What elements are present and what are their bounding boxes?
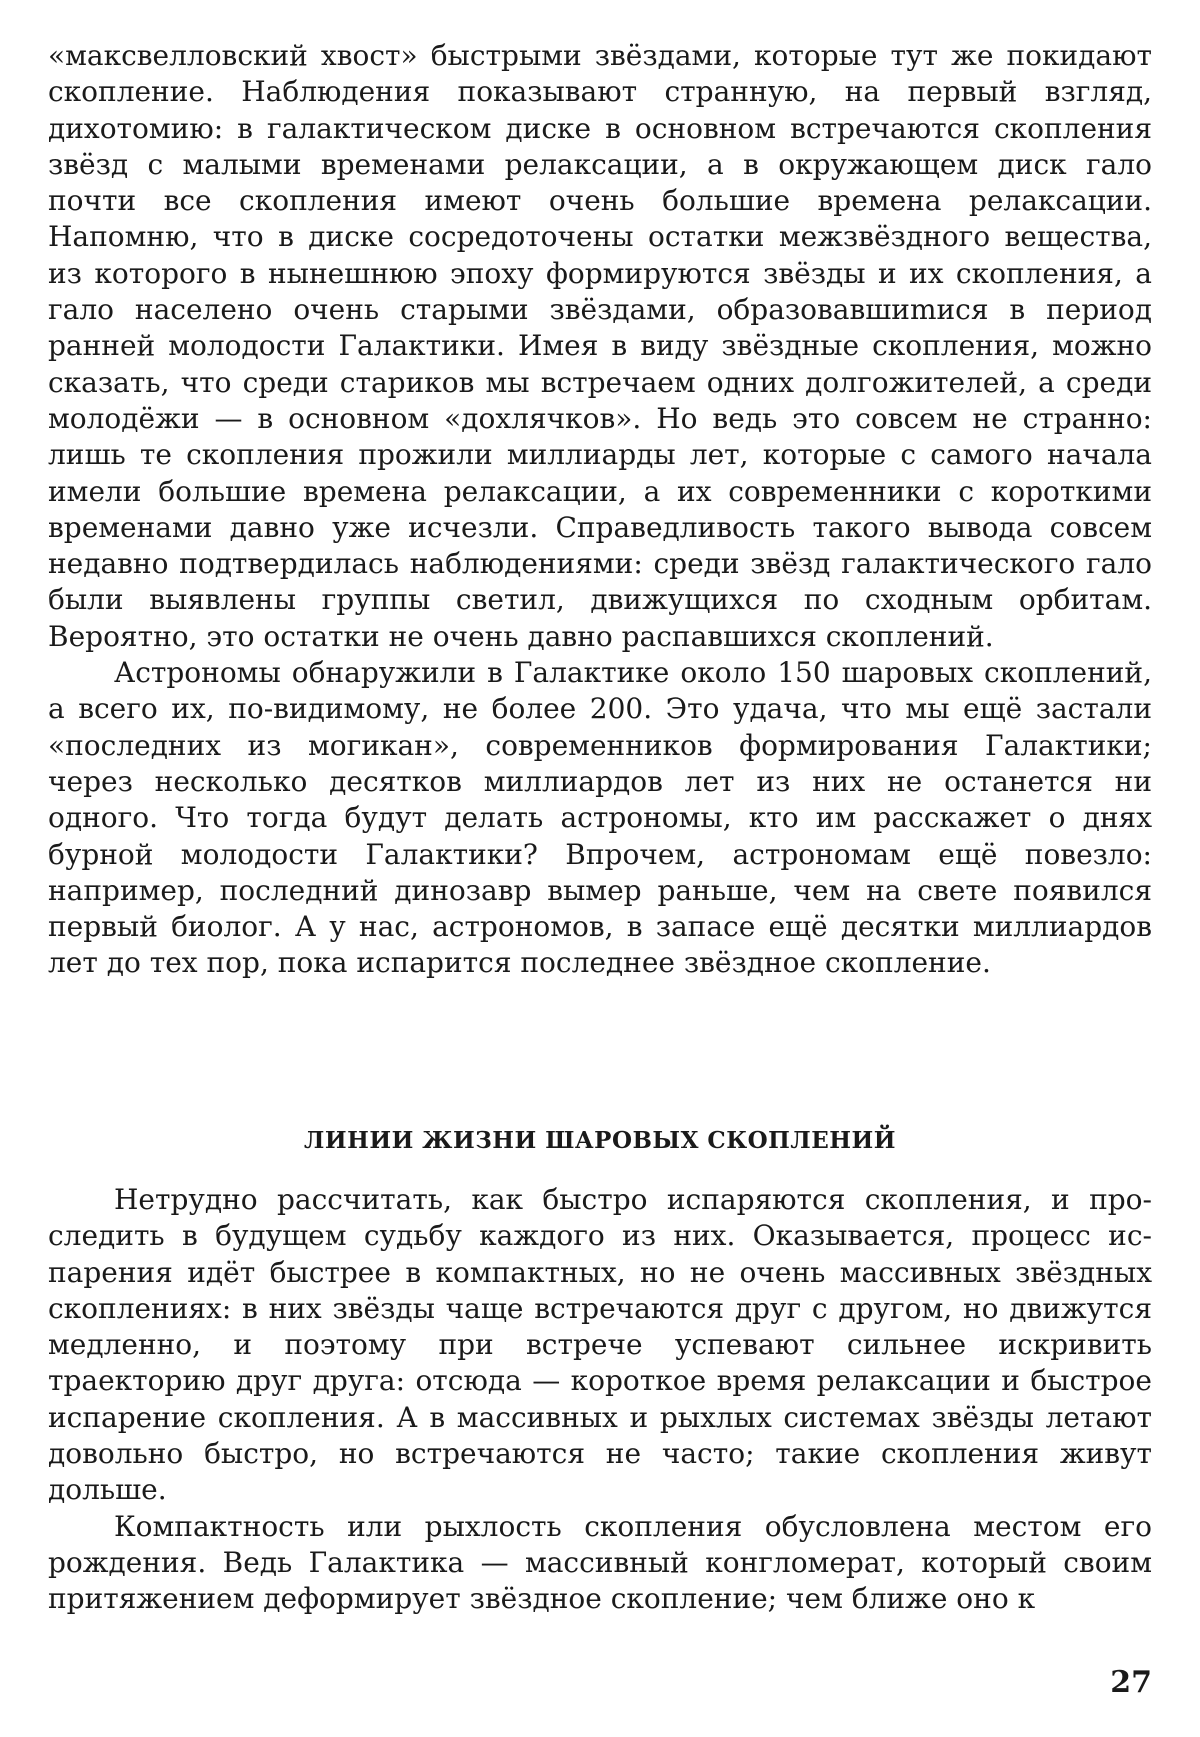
paragraph-top-1: «максвелловский хвост» быстрыми звёздами, которые тут же по­кидают скопление. Наблюдения показывают странную, на первый взгляд, дихотомию: в галактическом диске в основном встречаются скопления звёзд с малыми временами релаксации, а в окружающем диск гало почти все скопления имеют очень большие времена релак­сации. Напомню, что в диске сосредоточены остатки межзвёздного вещества, из которого в нынешнюю эпоху формируются звёзды и их скопления, а гало населено очень старыми звёздами, образовавши­mися в период ранней молодости Галактики. Имея в виду звёздные скопления, можно сказать, что среди стариков мы встречаем одних долгожителей, а среди молодёжи — в основном «дохлячков». Но ведь это совсем не странно: лишь те скопления прожили миллиарды лет, которые с самого начала имели большие времена релаксации, а их современники с короткими временами давно уже исчезли. Справед­ливость такого вывода совсем недавно подтвердилась наблюдениями: среди звёзд галактического гало были выявлены группы светил, дви­жущихся по сходным орбитам. Вероятно, это остатки не очень давно распавшихся скоплений. [48, 38, 1152, 655]
section-heading: ЛИНИИ ЖИЗНИ ШАРОВЫХ СКОПЛЕНИЙ [48, 1126, 1152, 1156]
paragraph-bottom-2: Компактность или рыхлость скопления обусловлена местом его рождения. Ведь Галактика — массивный конгломерат, который сво­им притяжением деформирует звёздное скопление; чем ближе оно к [48, 1509, 1152, 1618]
body-text-top [48, 38, 1152, 982]
book-page [0, 0, 1200, 1737]
paragraph-bottom-1: Нетрудно рассчитать, как быстро испаряются скопления, и про­следить в будущем судьбу каждого из них. Оказывается, процесс ис­парения идёт быстрее в компактных, но не очень массивных звёздных скоплениях: в них звёзды чаще встречаются друг с другом, но дви­жутся медленно, и поэтому при встрече успевают сильнее искривить траекторию друг друга: отсюда — короткое время релаксации и бы­строе испарение скопления. А в массивных и рыхлых системах звёзды летают довольно быстро, но встречаются не часто; такие скопления живут дольше. [48, 1182, 1152, 1509]
page-number: 27 [1110, 1665, 1152, 1701]
paragraph-top-2: Астрономы обнаружили в Галактике около 150 шаровых скопле­ний, а всего их, по-видимому, не более 200. Это удача, что мы ещё застали «последних из могикан», современников формирования Га­лактики; через несколько десятков миллиардов лет из них не оста­нется ни одного. Что тогда будут делать астрономы, кто им расскажет о днях бурной молодости Галактики? Впрочем, астрономам ещё по­везло: например, последний динозавр вымер раньше, чем на свете появился первый биолог. А у нас, астрономов, в запасе ещё десят­ки миллиардов лет до тех пор, пока испарится последнее звёздное скопление. [48, 655, 1152, 982]
body-text-bottom [48, 1182, 1152, 1618]
